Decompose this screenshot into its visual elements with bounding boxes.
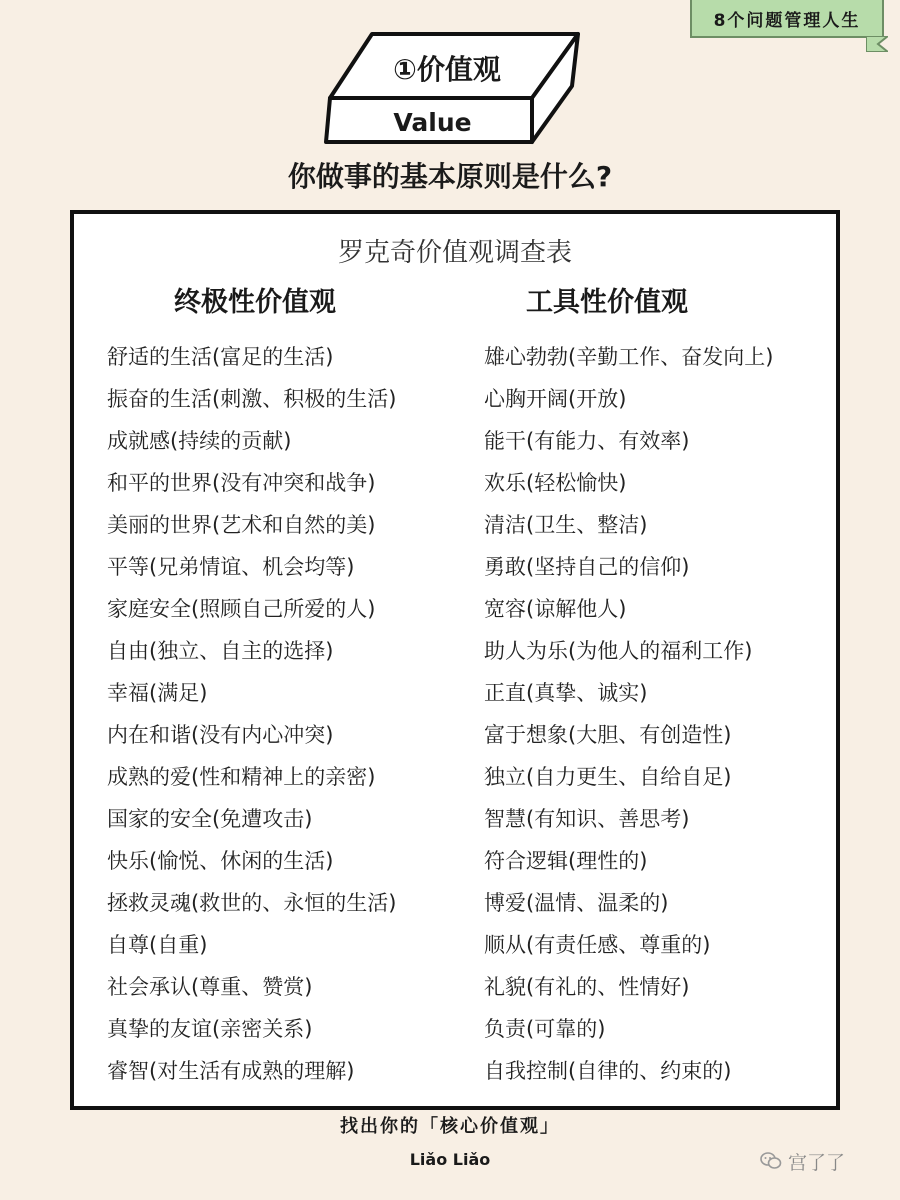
table-title: 罗克奇价值观调查表 (337, 238, 572, 268)
brand-logo-text: Liǎo Liǎo (409, 1150, 491, 1169)
list-item: 自尊(自重) (107, 933, 208, 957)
list-item: 社会承认(尊重、赞赏) (107, 975, 313, 999)
list-item: 和平的世界(没有冲突和战争) (107, 471, 376, 495)
tag-tail-decoration (866, 36, 888, 52)
list-item: 自我控制(自律的、约束的) (484, 1059, 732, 1083)
list-item: 能干(有能力、有效率) (484, 429, 690, 453)
list-item: 礼貌(有礼的、性情好) (484, 975, 690, 999)
list-item: 幸福(满足) (107, 681, 208, 705)
corner-tag-label: 8个问题管理人生 (713, 10, 861, 31)
list-item: 成熟的爱(性和精神上的亲密) (107, 765, 376, 789)
list-item: 清洁(卫生、整洁) (484, 513, 648, 537)
list-item: 美丽的世界(艺术和自然的美) (107, 513, 376, 537)
list-item: 正直(真挚、诚实) (484, 681, 648, 705)
corner-tag (690, 0, 884, 38)
list-item: 振奋的生活(刺激、积极的生活) (107, 387, 397, 411)
list-item: 博爱(温情、温柔的) (484, 891, 669, 915)
terminal-values-heading: 终极性价值观 (174, 287, 336, 318)
values-survey-table (70, 210, 840, 1110)
list-item: 国家的安全(免遭攻击) (107, 807, 313, 831)
list-item: 富于想象(大胆、有创造性) (484, 723, 732, 747)
list-item: 成就感(持续的贡献) (107, 429, 292, 453)
list-item: 自由(独立、自主的选择) (107, 639, 334, 663)
list-item: 负责(可靠的) (484, 1017, 606, 1041)
list-item: 顺从(有责任感、尊重的) (484, 933, 711, 957)
page-title: 你做事的基本原则是什么? (287, 160, 613, 193)
footer-caption: 找出你的「核心价值观」 (340, 1116, 560, 1137)
list-item: 欢乐(轻松愉快) (484, 471, 627, 495)
list-item: 独立(自力更生、自给自足) (484, 765, 732, 789)
list-item: 睿智(对生活有成熟的理解) (107, 1059, 355, 1083)
list-item: 舒适的生活(富足的生活) (107, 345, 334, 369)
wechat-icon (760, 1151, 782, 1171)
brick-front-label: Value (393, 107, 472, 137)
instrumental-values-list (484, 336, 773, 1092)
list-item: 快乐(愉悦、休闲的生活) (107, 849, 334, 873)
list-item: 真挚的友谊(亲密关系) (107, 1017, 313, 1041)
list-item: 符合逻辑(理性的) (484, 849, 648, 873)
list-item: 内在和谐(没有内心冲突) (107, 723, 334, 747)
list-item: 智慧(有知识、善思考) (484, 807, 690, 831)
list-item: 宽容(谅解他人) (484, 597, 627, 621)
watermark (760, 1148, 845, 1174)
list-item: 家庭安全(照顾自己所爱的人) (107, 597, 376, 621)
instrumental-values-heading: 工具性价值观 (526, 287, 688, 318)
list-item: 勇敢(坚持自己的信仰) (484, 555, 690, 579)
watermark-text: 宫了了 (788, 1151, 846, 1174)
list-item: 心胸开阔(开放) (484, 387, 627, 411)
brick-top-label: ①价值观 (393, 53, 501, 86)
list-item: 助人为乐(为他人的福利工作) (484, 639, 753, 663)
terminal-values-list (107, 336, 396, 1092)
list-item: 平等(兄弟情谊、机会均等) (107, 555, 355, 579)
list-item: 拯救灵魂(救世的、永恒的生活) (107, 891, 397, 915)
list-item: 雄心勃勃(辛勤工作、奋发向上) (484, 345, 774, 369)
